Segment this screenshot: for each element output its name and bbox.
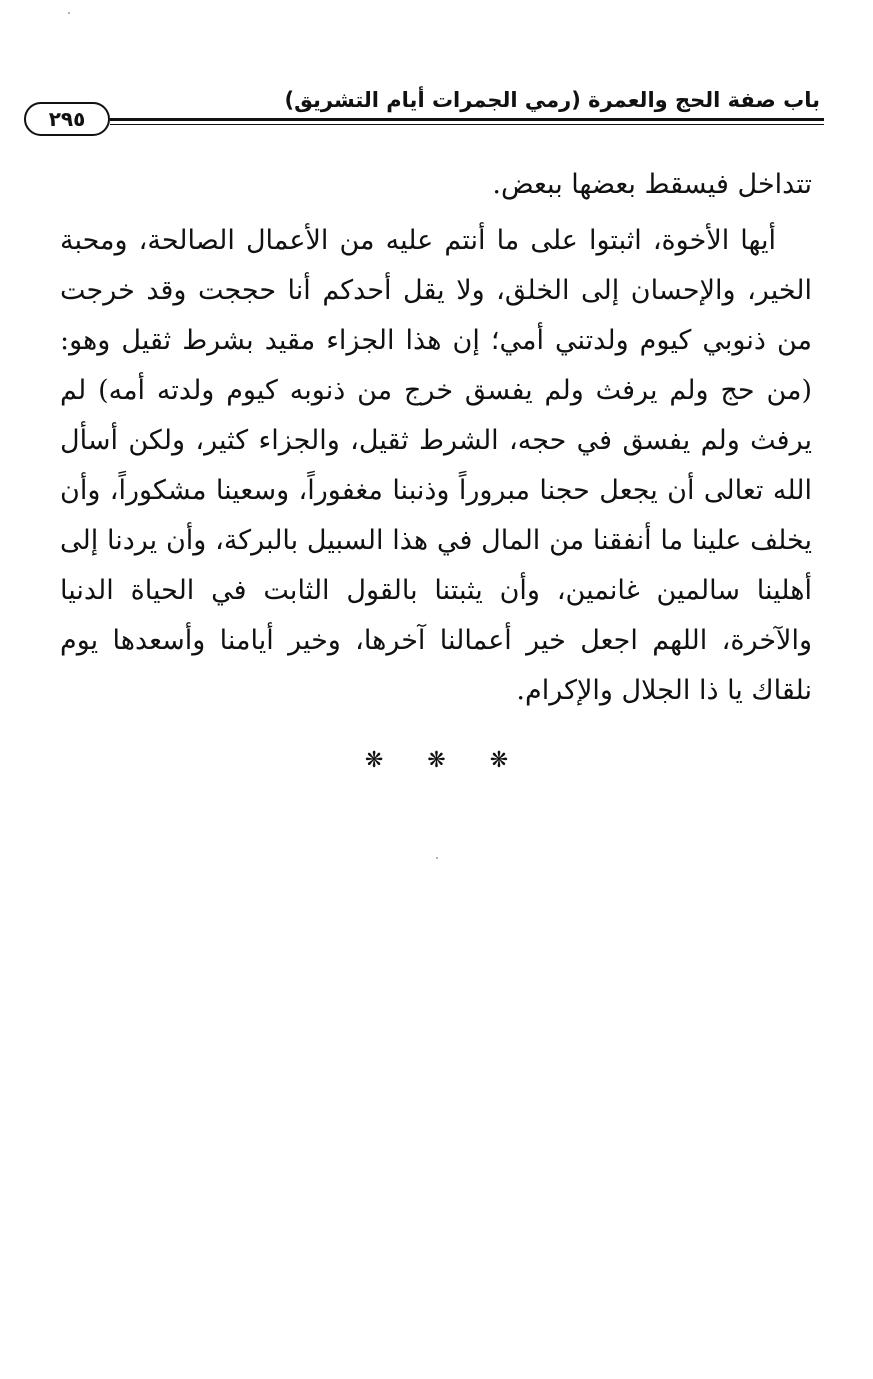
paragraph-main: أيها الأخوة، اثبتوا على ما أنتم عليه من الأعمال الصالحة، ومحبة الخير، والإحسان إلى الخلق، ولا يقل أحدكم أنا حججت وقد خرجت من ذنوبي كيوم ولدتني أمي؛ إن هذا الجزاء مقيد بشرط ثقيل وهو: (من حج ولم يرفث ولم يفسق خرج من ذنوبه كيوم ولدته أمه) لم يرفث ولم يفسق في حجه، الشرط ثقيل، والجزاء كثير، ولكن أسأل الله تعالى أن يجعل حجنا مبروراً وذنبنا مغفوراً، وسعينا مشكوراً، وأن يخلف علينا ما أنفقنا من المال في هذا السبيل بالبركة، وأن يردنا إلى أهلينا سالمين غانمين، وأن يثبتنا بالقول الثابت في الحياة الدنيا والآخرة، اللهم اجعل خير أعمالنا آخرها، وخير أيامنا وأسعدها يوم نلقاك يا ذا الجلال والإكرام. bbox=[60, 225, 812, 706]
page-number-badge bbox=[24, 102, 110, 136]
asterism-ornament-icon: ❋ bbox=[427, 748, 446, 773]
running-title: باب صفة الحج والعمرة (رمي الجمرات أيام التشريق) bbox=[284, 88, 820, 112]
scan-speck bbox=[436, 857, 438, 859]
page-number: ٢٩٥ bbox=[48, 107, 86, 131]
page-header bbox=[18, 80, 824, 130]
scan-speck bbox=[68, 12, 70, 14]
asterism-ornament-icon: ❋ bbox=[364, 748, 384, 773]
body-text bbox=[60, 160, 812, 716]
header-rule-thick bbox=[110, 118, 824, 121]
header-rule-thin bbox=[110, 124, 824, 125]
asterism-ornament-icon: ❋ bbox=[489, 748, 509, 773]
paragraph-continuation: تتداخل فيسقط بعضها ببعض. bbox=[492, 169, 812, 200]
section-divider-ornaments bbox=[0, 748, 873, 774]
